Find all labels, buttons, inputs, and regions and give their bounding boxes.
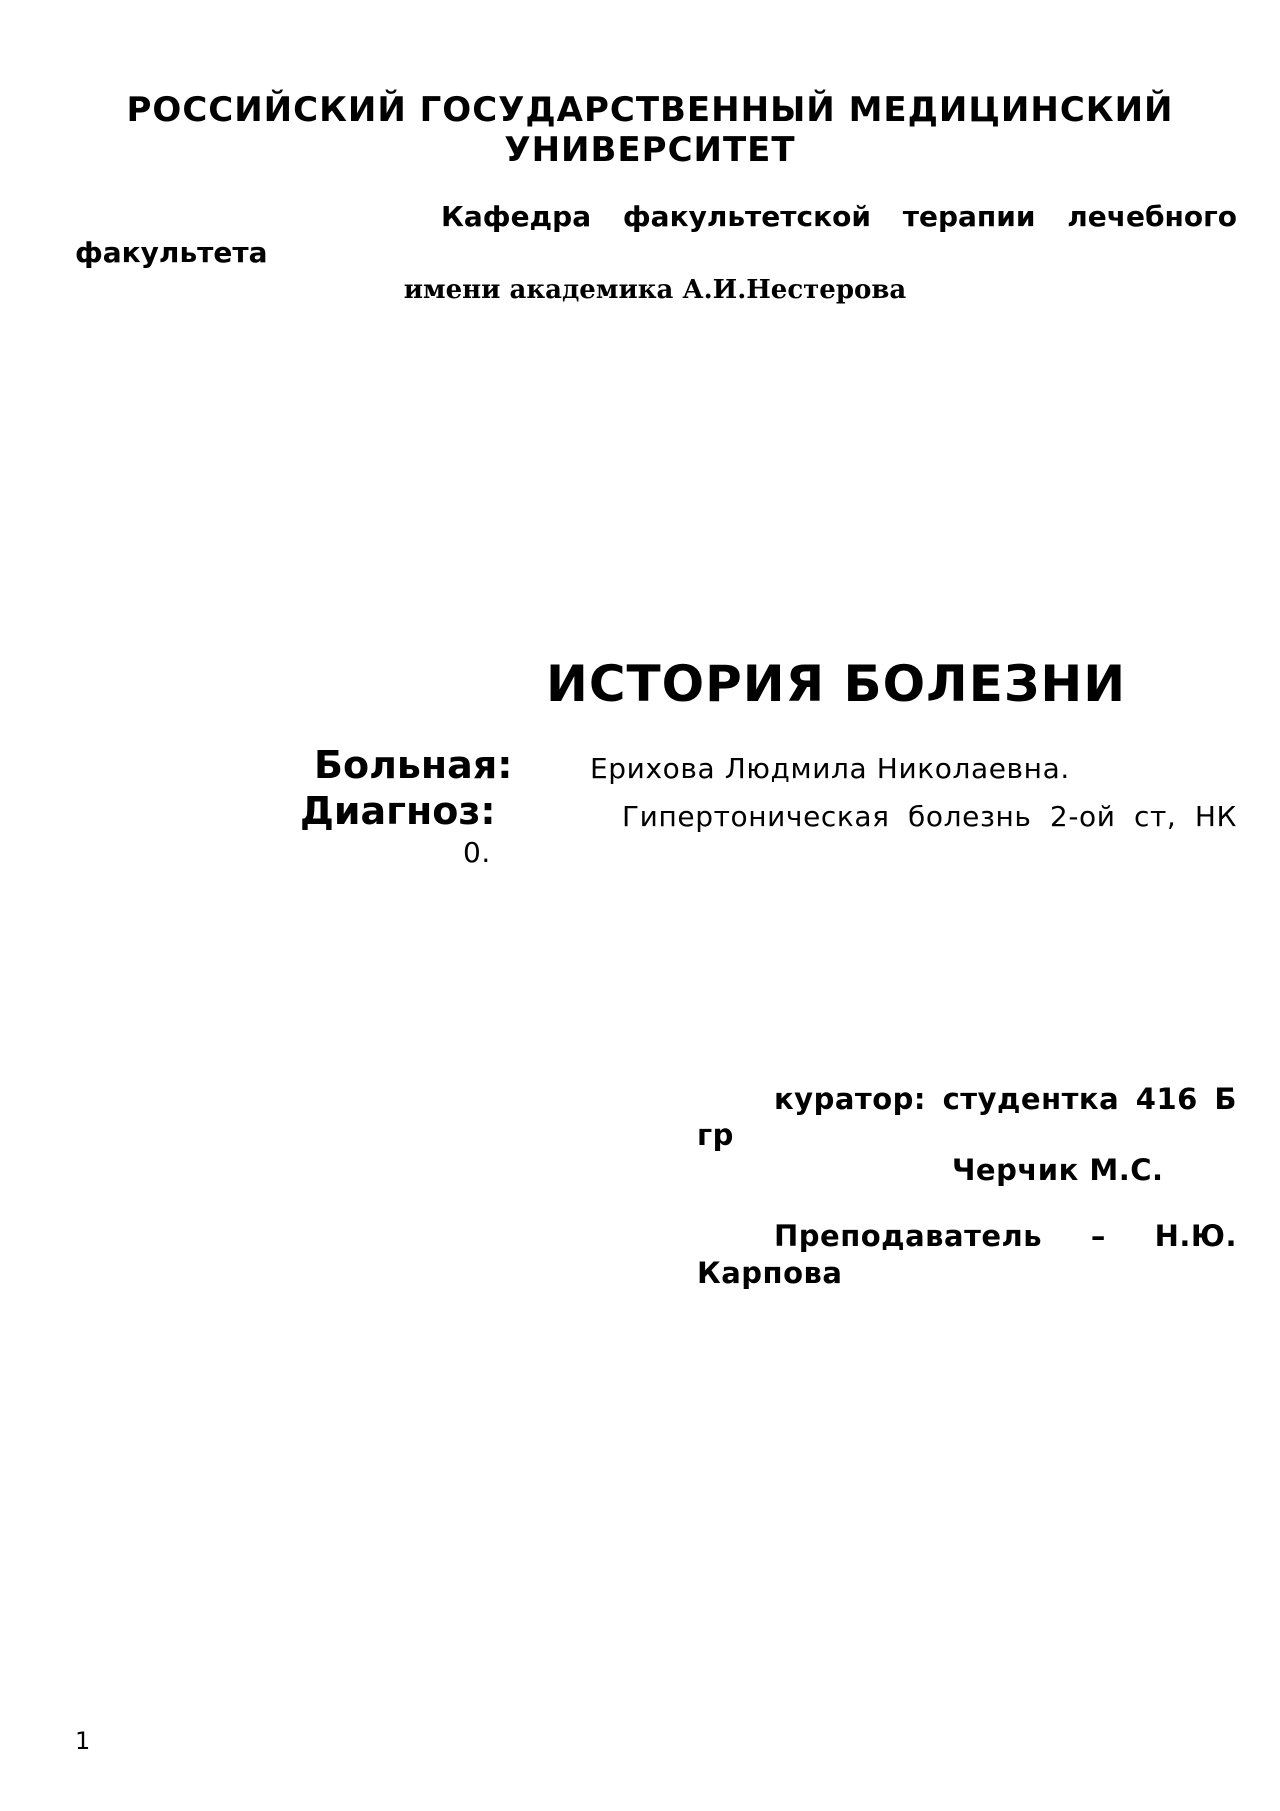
patient-label: Больная: xyxy=(314,743,513,787)
diagnosis-value-line1: Гипертоническая болезнь 2-ой ст, НК xyxy=(622,800,1237,833)
diagnosis-label: Диагноз: xyxy=(300,789,496,833)
university-name-line2: УНИВЕРСИТЕТ xyxy=(504,130,796,170)
diagnosis-value-line2: 0. xyxy=(463,836,491,869)
department-name-line1: Кафедра факультетской терапии лечебного xyxy=(441,200,1237,233)
university-name-line1: РОССИЙСКИЙ ГОСУДАРСТВЕННЫЙ МЕДИЦИНСКИЙ xyxy=(126,90,1174,130)
teacher-line1: Преподаватель – Н.Ю. xyxy=(774,1219,1237,1253)
academician-name: имени академика А.И.Нестерова xyxy=(403,275,907,305)
page-number: 1 xyxy=(75,1727,91,1755)
document-title: ИСТОРИЯ БОЛЕЗНИ xyxy=(546,655,1127,713)
curator-line1: куратор: студентка 416 Б xyxy=(774,1082,1237,1116)
curator-line2: гр xyxy=(697,1118,734,1152)
teacher-line2: Карпова xyxy=(697,1256,843,1290)
department-name-line2: факультета xyxy=(75,236,268,269)
curator-name: Черчик М.С. xyxy=(952,1153,1164,1187)
patient-name: Ерихова Людмила Николаевна. xyxy=(590,752,1070,785)
